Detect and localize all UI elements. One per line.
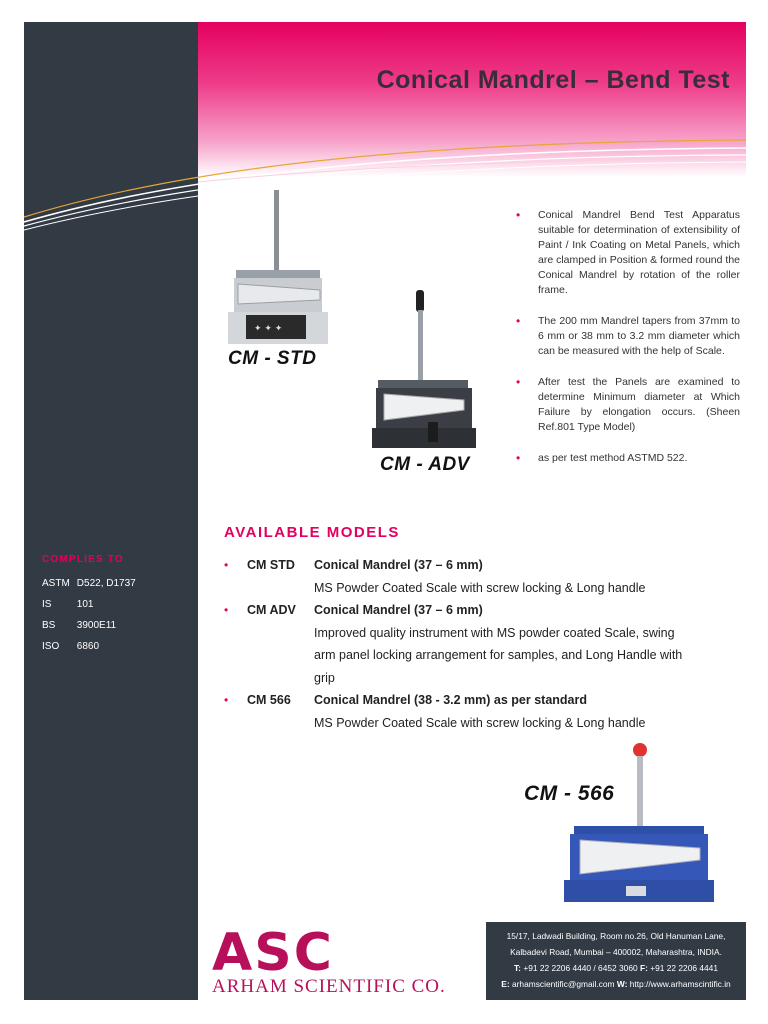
feature-item: • Conical Mandrel Bend Test Apparatus suitable for determination of extensibility of Paint / Ink Coating on Metal Panels, which are clamped in Position & formed round the Conical Mandrel by rotation of the roller frame. (516, 208, 740, 296)
model-item-cm-566: • CM 566 Conical Mandrel (38 - 3.2 mm) as per standard MS Powder Coated Scale with screw locking & Long handle (224, 689, 694, 734)
logo-mark-icon (210, 922, 360, 974)
cm-std-label: CM - STD (228, 348, 317, 369)
complies-to-block (42, 554, 192, 657)
cm-adv-image (370, 288, 480, 454)
standard-row: ASTM D522, D1737 (42, 578, 136, 589)
brochure-page (24, 22, 746, 1000)
model-code: CM STD (247, 558, 295, 572)
models-list (224, 554, 694, 734)
model-name: Conical Mandrel (37 – 6 mm) (314, 558, 483, 572)
model-description: MS Powder Coated Scale with screw locking & Long handle (314, 580, 646, 595)
model-item-cm-adv: • CM ADV Conical Mandrel (37 – 6 mm) Improved quality instrument with MS powder coated Scale, swing arm panel locking arrangement for samples, and Long Handle with grip (224, 599, 694, 689)
page-title: Conical Mandrel – Bend Test (376, 66, 730, 94)
feature-item: • as per test method ASTMD 522. (516, 451, 688, 465)
model-description: Improved quality instrument with MS powder coated Scale, swing arm panel locking arrangement for samples, and Long Handle with grip (314, 625, 683, 685)
model-item-cm-std: • CM STD Conical Mandrel (37 – 6 mm) MS Powder Coated Scale with screw locking & Long handle (224, 554, 694, 599)
cm-566-image (562, 740, 718, 908)
email-link[interactable]: arhamscientific@gmail.com (511, 979, 615, 989)
address-line: Kalbadevi Road, Mumbai – 400002, Maharashtra, INDIA. (510, 947, 722, 957)
svg-text:✦ ✦ ✦: ✦ ✦ ✦ (254, 324, 283, 334)
website-link[interactable]: http://www.arhamscintific.in (629, 979, 731, 989)
model-name: Conical Mandrel (38 - 3.2 mm) as per standard (314, 693, 587, 707)
cm-adv-label: CM - ADV (380, 454, 470, 475)
cm-std-image (220, 188, 332, 346)
feature-item: • After test the Panels are examined to determine Minimum diameter at Which Failure by elongation occurs. (Sheen Ref.801 Type Model) (516, 375, 740, 433)
company-logo (210, 922, 490, 1000)
logo-name: ARHAM SCIENTIFIC CO. (212, 976, 446, 997)
cm-566-label: CM - 566 (524, 782, 615, 805)
phone-line: T: +91 22 2206 4440 / 6452 3060 F: +91 22 2206 4441 (514, 963, 718, 973)
feature-item: • The 200 mm Mandrel tapers from 37mm to 6 mm or 38 mm to 3.2 mm diameter which can be measured with the help of Scale. (516, 314, 740, 357)
logo-mark-text: ASC (212, 923, 334, 974)
standard-row: ISO 6860 (42, 641, 100, 652)
standard-row: IS 101 (42, 599, 94, 610)
contact-line: E: arhamscientific@gmail.com W: http://www.arhamscintific.in (501, 979, 731, 989)
standard-row: BS 3900E11 (42, 620, 117, 631)
address-box (486, 922, 746, 1000)
available-models-heading: AVAILABLE MODELS (224, 524, 400, 541)
model-code: CM ADV (247, 603, 296, 617)
model-name: Conical Mandrel (37 – 6 mm) (314, 603, 483, 617)
model-code: CM 566 (247, 693, 291, 707)
address-line: 15/17, Ladwadi Building, Room no.26, Old Hanuman Lane, (506, 931, 726, 941)
feature-list (514, 208, 740, 482)
complies-heading: COMPLIES TO (42, 554, 124, 565)
model-description: MS Powder Coated Scale with screw locking & Long handle (314, 715, 646, 730)
